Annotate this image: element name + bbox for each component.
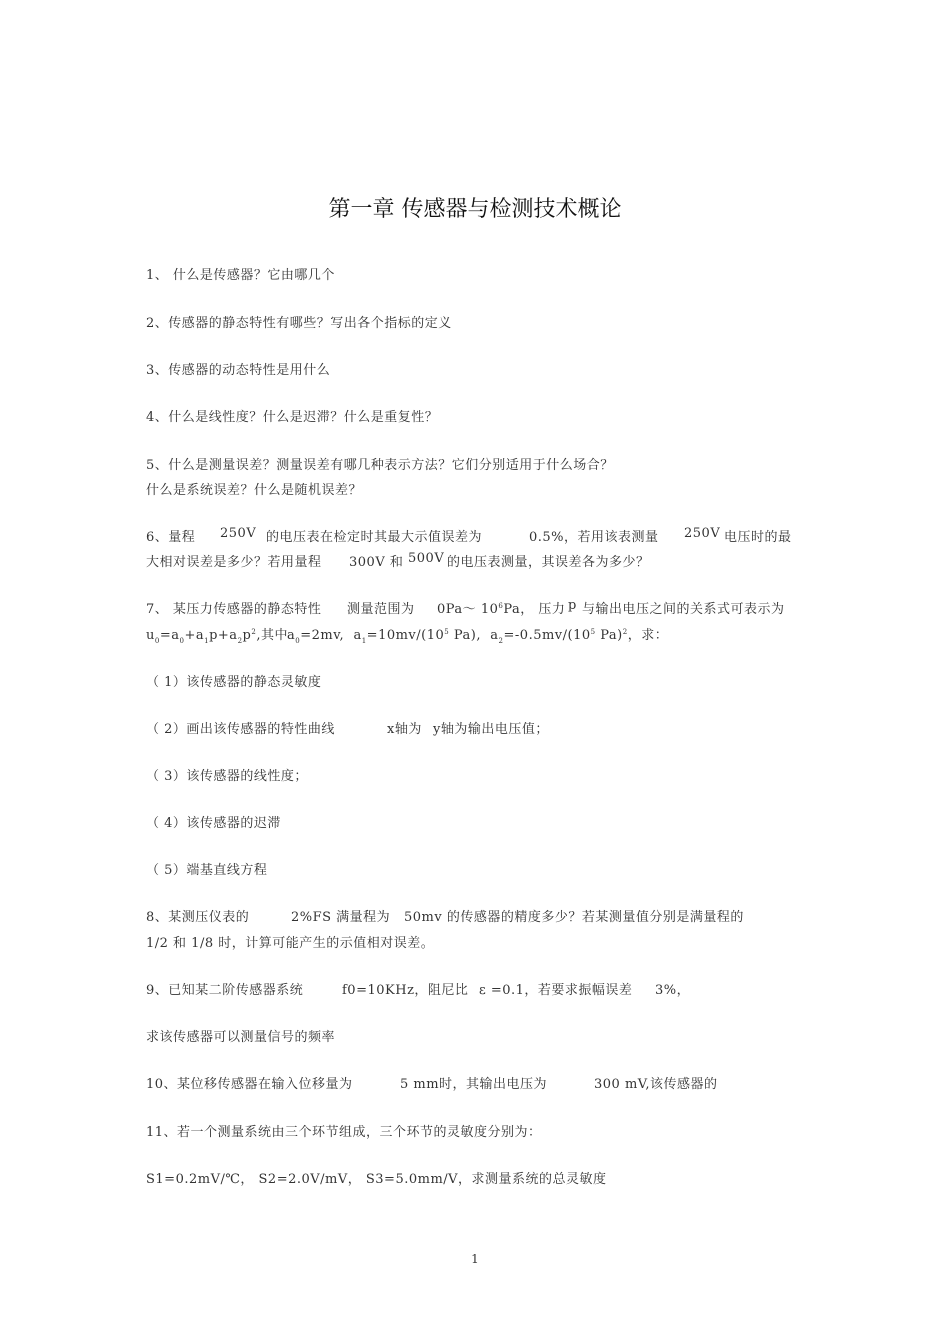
question-7-sub-1: （ 1）该传感器的静态灵敏度 bbox=[146, 675, 322, 690]
question-6-text: 6、量程 bbox=[146, 530, 196, 545]
question-9-text: ε =0.1，若要求振幅误差 bbox=[479, 983, 633, 998]
question-10-text: 10、某位移传感器在输入位移量为 bbox=[146, 1077, 353, 1092]
question-7-formula: $u_0=a_0+a_1p+a_2p^2$,其中 bbox=[146, 628, 288, 645]
question-9-text: f0=10KHz，阻尼比 bbox=[342, 983, 469, 998]
question-7-sub-2: y轴为输出电压值； bbox=[433, 722, 549, 737]
question-8-line-2: 1/2 和 1/8 时，计算可能产生的示值相对误差。 bbox=[146, 936, 435, 951]
question-7-sub-2: （ 2）画出该传感器的特性曲线 bbox=[146, 722, 335, 737]
question-6-text: 300V 和 bbox=[349, 555, 404, 570]
question-6-text: 250V bbox=[220, 526, 257, 541]
question-9-line-2: 求该传感器可以测量信号的频率 bbox=[146, 1030, 336, 1045]
question-7-text: p bbox=[568, 598, 577, 613]
question-4: 4、什么是线性度？什么是迟滞？什么是重复性？ bbox=[146, 410, 439, 425]
question-6-text: 大相对误差是多少？若用量程 bbox=[146, 555, 322, 570]
question-6-text: 500V bbox=[408, 551, 445, 566]
question-5-line-2: 什么是系统误差？什么是随机误差？ bbox=[146, 483, 363, 498]
question-6-text: 250V bbox=[684, 526, 721, 541]
page-number: 1 bbox=[471, 1252, 479, 1266]
question-9-text: 3%， bbox=[655, 983, 691, 998]
question-7-text: 测量范围为 bbox=[347, 602, 415, 617]
question-11-line-2: S1=0.2mV/℃， S2=2.0V/mV， S3=5.0mm/V，求测量系统的总灵敏度 bbox=[146, 1172, 607, 1187]
question-7-text: 0Pa～ $10^6Pa$， 压力 bbox=[437, 602, 566, 617]
chapter-title: 第一章 传感器与检测技术概论 bbox=[328, 197, 622, 222]
question-10-text: 5 mm时，其输出电压为 bbox=[400, 1077, 548, 1092]
question-7-coefficients: $a_0=2mv$, $a_1=10mv/(10^5$ Pa), $a_2=-0.5mv/(10^5$ Pa)$^2$，求： bbox=[287, 628, 669, 645]
question-7-sub-5: （ 5）端基直线方程 bbox=[146, 863, 268, 878]
question-6-text: 的电压表测量，其误差各为多少？ bbox=[447, 555, 650, 570]
question-7-text: 7、 某压力传感器的静态特性 bbox=[146, 602, 322, 617]
question-10-text: 300 mV,该传感器的 bbox=[594, 1077, 718, 1092]
question-6-text: 0.5%，若用该表测量 bbox=[529, 530, 659, 545]
question-11: 11、若一个测量系统由三个环节组成，三个环节的灵敏度分别为： bbox=[146, 1125, 542, 1140]
question-7-sub-3: （ 3）该传感器的线性度； bbox=[146, 769, 308, 784]
question-8-text: 50mv 的传感器的精度多少？若某测量值分别是满量程的 bbox=[404, 910, 744, 925]
question-9-text: 9、已知某二阶传感器系统 bbox=[146, 983, 304, 998]
question-2: 2、传感器的静态特性有哪些？写出各个指标的定义 bbox=[146, 316, 452, 331]
question-6-text: 的电压表在检定时其最大示值误差为 bbox=[266, 530, 483, 545]
question-7-sub-2: x轴为 bbox=[387, 722, 422, 737]
question-7-sub-4: （ 4）该传感器的迟滞 bbox=[146, 816, 281, 831]
question-6-text: 电压时的最 bbox=[724, 530, 792, 545]
question-7-text: 与输出电压之间的关系式可表示为 bbox=[582, 602, 785, 617]
question-5-line-1: 5、什么是测量误差？测量误差有哪几种表示方法？它们分别适用于什么场合？ bbox=[146, 458, 614, 473]
question-8-text: 2%FS 满量程为 bbox=[291, 910, 391, 925]
question-1: 1、 什么是传感器？它由哪几个 bbox=[146, 268, 335, 283]
question-3: 3、传感器的动态特性是用什么 bbox=[146, 363, 331, 378]
question-8-text: 8、某测压仪表的 bbox=[146, 910, 250, 925]
